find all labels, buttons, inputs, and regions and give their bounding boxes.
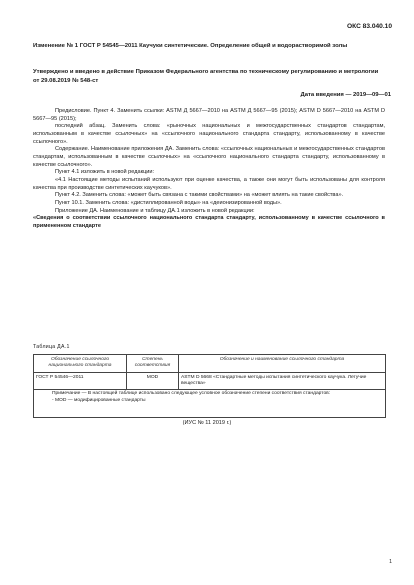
paragraph-clause-4-1: Пункт 4.1 изложить в новой редакции:	[55, 169, 155, 176]
paragraph-annex-da: Приложение ДА. Наименование и таблицу ДА.1 изложить в новой редакции:	[55, 207, 255, 214]
cell-reference-standard: ASTM D 5668 «Стандартные методы испытания синтетического каучука. Летучие вещества»	[179, 373, 386, 390]
table-note-row	[34, 389, 386, 417]
cell-degree: MOD	[127, 373, 179, 390]
header-degree: Степень соответствия	[127, 355, 179, 373]
paragraph-foreword: Предисловие. Пункт 4. Заменить ссылки: ASTM Д 5667—2010 на ASTM Д 5667—95 (2015); ASTM D 5667—2010 на ASTM D 5667—95 (2015);	[33, 108, 385, 122]
paragraph-clause-10-1: Пункт 10.1. Заменить слова: «дистиллированной воды» на «деионизированной воды».	[55, 199, 282, 206]
header-national-standard: Обозначение ссылочного национального стандарта	[34, 355, 127, 373]
paragraph-last-para: последний абзац. Заменить слова: «рыночных национальных и межгосударственных стандартов стандартам, использованным в качестве ссылочных» на «ссылочного национального стандарта стандарту, использованному в качестве ссылочного».	[33, 123, 385, 145]
amendment-body	[33, 108, 385, 231]
table-caption: Таблица ДА.1	[33, 344, 70, 350]
correspondence-table	[33, 354, 386, 418]
note-mod-legend: - MOD — модифицированные стандарты	[52, 397, 146, 403]
annex-heading: «Сведения о соответствии ссылочного национального стандарта стандарту, использованному в качестве ссылочного в примененном стандарте	[33, 215, 385, 229]
table-row	[34, 373, 386, 390]
paragraph-contents: Содержание. Наименование приложения ДА. Заменить слова: «ссылочных национальных и межгосударственных стандартов стандартам, использованным в качестве ссылочных» на «ссылочного национального стандарта стандарту, использованному в качестве ссылочного».	[33, 146, 385, 168]
approval-statement: Утверждено и введено в действие Приказом Федерального агентства по техническому регулированию и метрологии от 29.08.2019 № 548-ст	[33, 69, 379, 85]
cell-national-standard: ГОСТ Р 54546—2011	[34, 373, 127, 390]
table-header-row	[34, 355, 386, 373]
effective-date: Дата введения — 2019—09—01	[300, 92, 391, 98]
table-note	[34, 389, 386, 417]
classification-code: ОКС 83.040.10	[347, 23, 392, 30]
paragraph-clause-4-2: Пункт 4.2. Заменить слова: «может быть связана с такими свойствами» на «может влиять на такие свойства».	[55, 192, 344, 199]
note-text: Примечание — В настоящей таблице использовано следующее условное обозначение степени соответствия стандартов:	[52, 391, 331, 397]
ius-reference: (ИУС № 11 2019 г.)	[182, 420, 232, 426]
paragraph-clause-4-1-text: «4.1 Настоящие методы испытаний используют при оценке качества, а также они могут быть использованы для контроля качества при производстве синтетических каучуков».	[33, 176, 385, 191]
header-reference-standard: Обозначение и наименование ссылочного стандарта	[179, 355, 386, 373]
amendment-title: Изменение № 1 ГОСТ Р 54545—2011 Каучуки синтетические. Определение общей и водорастворимой золы	[33, 43, 348, 49]
page-number: 1	[389, 559, 392, 565]
